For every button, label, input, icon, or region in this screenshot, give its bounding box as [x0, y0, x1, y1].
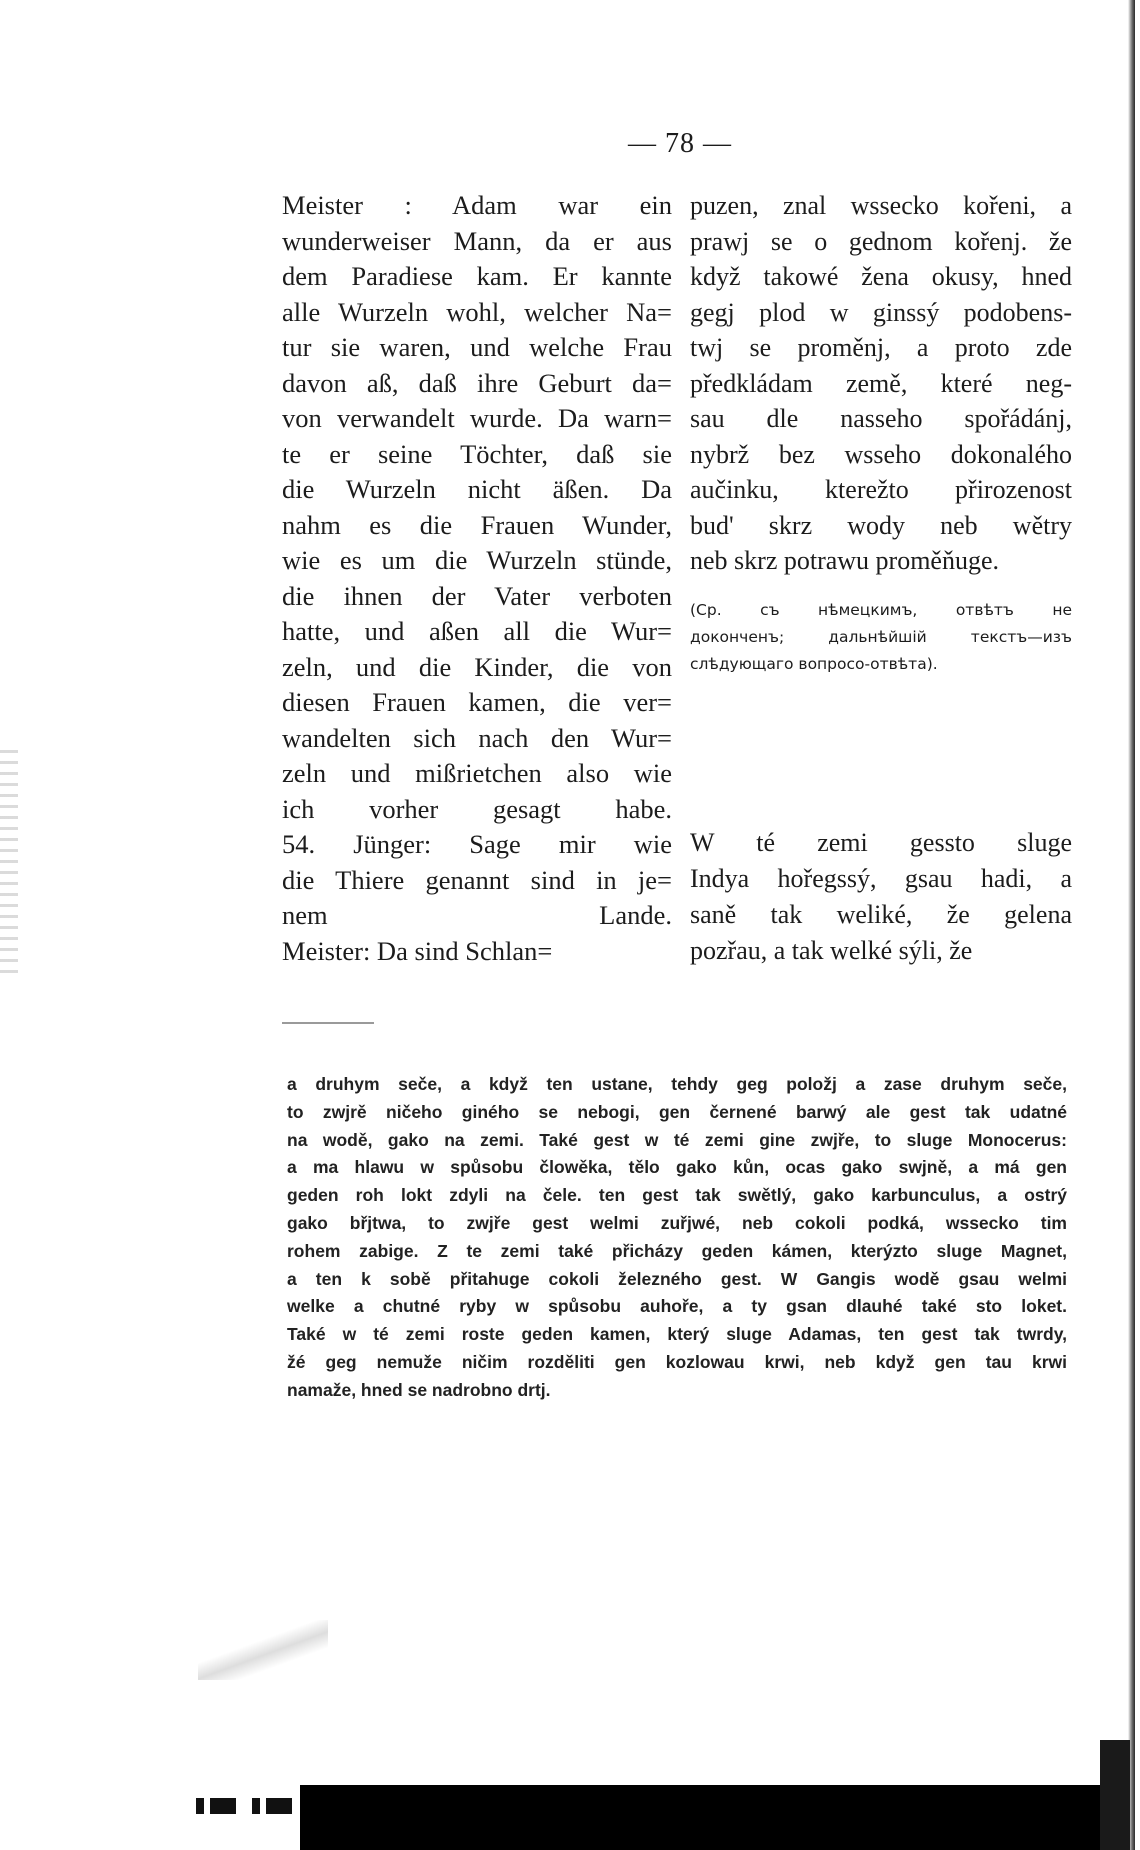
text-line: nybrž bez wsseho dokonalého [690, 439, 1072, 469]
text-line: Meister : Adam war ein [282, 190, 672, 220]
footnote-line: rohem zabige. Z te zemi také přicházy geden kámen, kterýzto sluge Magnet, [287, 1240, 1067, 1261]
note-line: слѣдующаго вопросо-отвѣта). [690, 654, 938, 673]
text-line: puzen, znal wssecko kořeni, a [690, 191, 1072, 220]
footnote-line: a ten k sobě přitahuge cokoli železného gest. W Gangis wodě gsau welmi [287, 1268, 1067, 1289]
right-column-czech [690, 188, 1072, 678]
footnote-line: gako břjtwa, to zwjře gest welmi zuřjwé, neb cokoli podká, wssecko tim [287, 1212, 1067, 1233]
text-line: hatte, und aßen all die Wur= [282, 616, 672, 646]
text-line: zeln, und die Kinder, die von [282, 651, 672, 682]
footnote [287, 1071, 1067, 1405]
editor-note [690, 597, 1072, 678]
footnote-divider [282, 1022, 374, 1024]
text-line: wunderweiser Mann, da er aus [282, 225, 672, 256]
text-line: saně tak weliké, že gelena [690, 900, 1072, 929]
footnote-line: geden roh lokt zdyli na čele. ten gest tak swětlý, gako karbunculus, a ostrý [287, 1185, 1067, 1206]
text-line: te er seine Töchter, daß sie [282, 438, 672, 469]
text-line: von verwandelt wurde. Da warn= [282, 403, 672, 433]
left-column-german [282, 188, 672, 969]
text-line: ich vorher gesagt habe. [282, 793, 672, 824]
text-line: neb skrz potrawu proměňuge. [690, 546, 1000, 575]
note-line: (Ср. съ нѣмецкимъ, отвѣтъ не [690, 600, 1072, 619]
scan-dark-corner [1100, 1740, 1130, 1850]
footnote-line: a ma hlawu w spůsobu člowěka, tělo gako kůn, ocas gako swjně, a má gen [287, 1157, 1067, 1178]
text-line: bud' skrz wody neb wětry [690, 510, 1072, 540]
text-line: davon aß, daß ihre Geburt da= [282, 367, 672, 398]
scan-artifact-bits [196, 1798, 306, 1814]
text-line: Meister: Da sind Schlan= [282, 935, 553, 966]
text-line: nahm es die Frauen Wunder, [282, 509, 672, 540]
text-line: aučinku, kterežto přirozenost [690, 475, 1072, 504]
scan-smudge [198, 1620, 328, 1680]
text-line: wandelten sich nach den Wur= [282, 722, 672, 753]
text-line: 54. Jünger: Sage mir wie [282, 829, 672, 859]
text-line: dem Paradiese kam. Er kannte [282, 261, 672, 291]
text-line: prawj se o gednom kořenj. že [690, 226, 1072, 256]
footnote-line: to zwjrě ničeho giného se nebogi, gen černené barwý ale gest tak udatné [287, 1101, 1067, 1122]
text-line: twj se proměnj, a proto zde [690, 333, 1072, 362]
footnote-line: žé geg nemuže ničim rozděliti gen kozlowau krwi, neb když gen tau krwi [287, 1351, 1067, 1372]
footnote-line: na wodě, gako na zemi. Také gest w té zemi gine zwjře, to sluge Monocerus: [287, 1129, 1067, 1150]
footnote-line: Také w té zemi roste geden kamen, který sluge Adamas, ten gest tak twrdy, [287, 1324, 1067, 1345]
scan-edge-right [1128, 0, 1135, 1850]
page-number: — 78 — [628, 128, 732, 159]
text-line: pozřau, a tak welké sýli, že [690, 936, 973, 965]
text-line: když takowé žena okusy, hned [690, 262, 1072, 291]
scan-dark-strip [300, 1785, 1130, 1850]
text-line: Indya hořegssý, gsau hadi, a [690, 864, 1072, 893]
note-line: доконченъ; дальнѣйшiй текстъ—изъ [690, 627, 1072, 646]
text-line: die Wurzeln nicht äßen. Da [282, 474, 672, 504]
footnote-line: namaže, hned se nadrobno drtj. [287, 1379, 551, 1400]
text-line: gegj plod w ginssý podobens- [690, 297, 1072, 327]
text-line: W té zemi gessto sluge [690, 828, 1072, 857]
text-line: sau dle nasseho spořádánj, [690, 404, 1072, 433]
text-line: die ihnen der Vater verboten [282, 580, 672, 611]
text-line: nem Lande. [282, 900, 672, 930]
text-line: předkládam země, které neg- [690, 368, 1072, 398]
text-line: tur sie waren, und welche Frau [282, 332, 672, 362]
text-line: alle Wurzeln wohl, welcher Na= [282, 296, 672, 327]
text-line: die Thiere genannt sind in je= [282, 864, 672, 895]
text-line: wie es um die Wurzeln stünde, [282, 545, 672, 575]
scan-edge-left [0, 750, 18, 980]
footnote-line: welke a chutné ryby w spůsobu auhoře, a ty gsan dlauhé také sto loket. [287, 1296, 1067, 1317]
text-line: zeln und mißrietchen also wie [282, 758, 672, 788]
footnote-line: a druhym seče, a když ten ustane, tehdy geg položj a zase druhym seče, [287, 1074, 1067, 1094]
right-column-czech-paragraph-2 [690, 825, 1072, 969]
text-line: diesen Frauen kamen, die ver= [282, 687, 672, 717]
